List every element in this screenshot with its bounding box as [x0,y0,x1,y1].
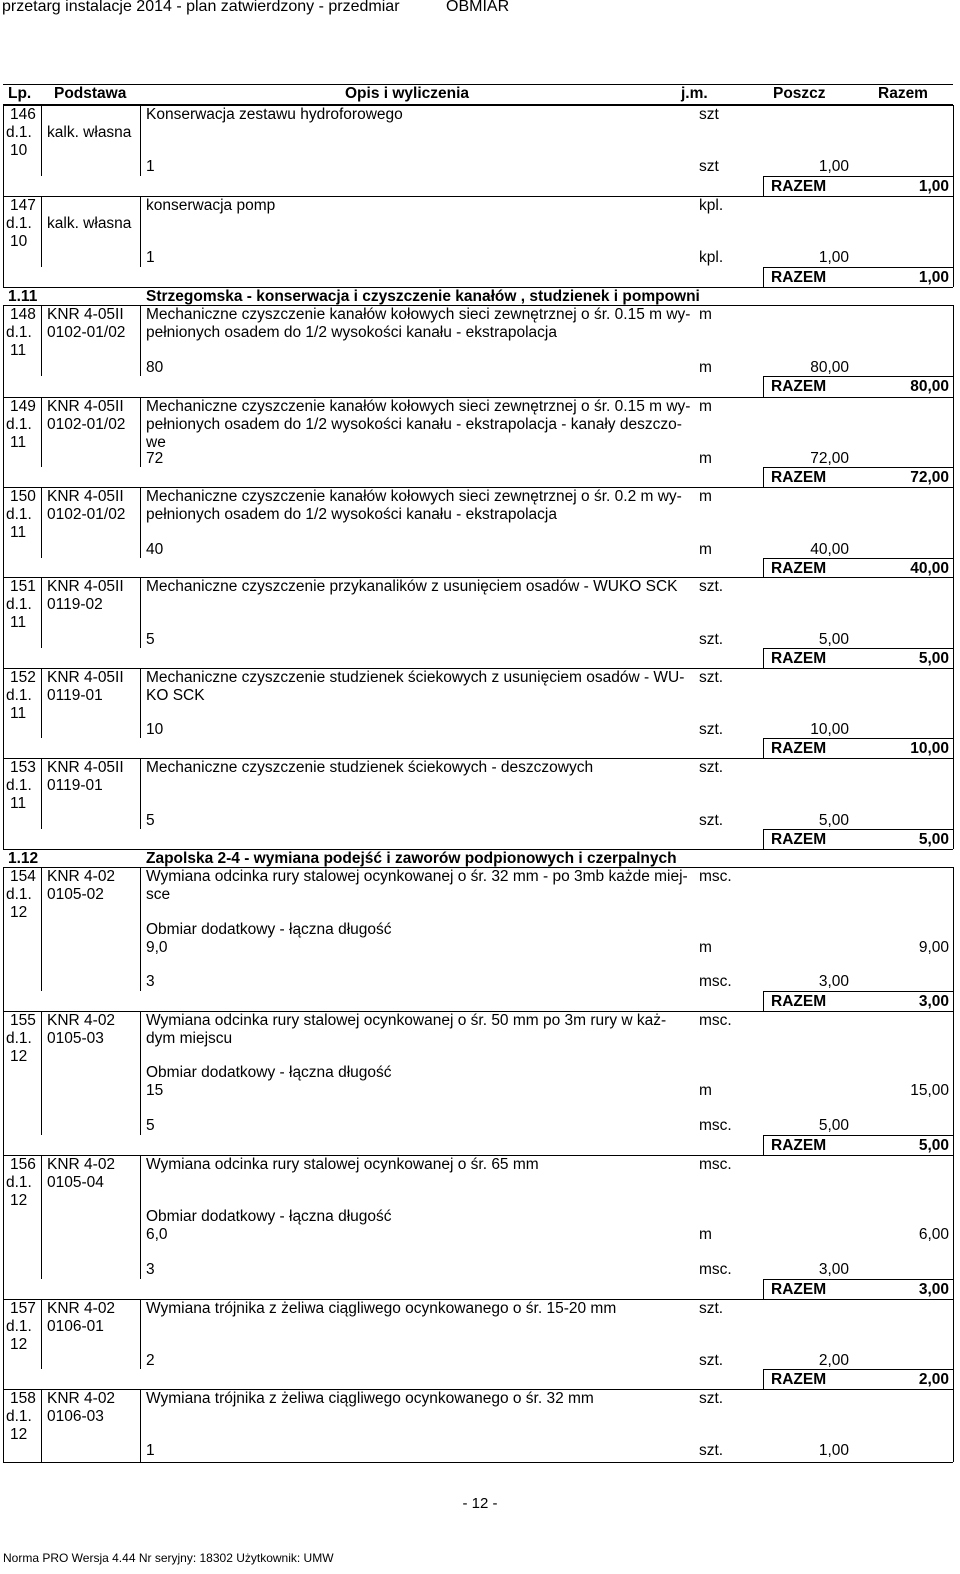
row-lp: 153 [10,759,36,776]
table-column-rule [140,1155,141,1279]
row-poszcz-value: 1,00 [818,158,849,175]
row-lp: 155 [10,1012,36,1029]
row-unit: m [699,398,712,415]
table-column-rule [3,758,4,849]
table-column-rule [3,1389,4,1462]
column-header-razem: Razem [878,85,928,102]
razem-rule [763,1135,953,1136]
razem-rule [763,1279,953,1280]
table-column-rule [953,487,954,577]
razem-rule [763,648,953,649]
row-lp: 156 [10,1156,36,1173]
row-podstawa: 0106-01 [47,1318,104,1335]
row-podstawa: kalk. własna [47,124,132,141]
row-podstawa: KNR 4-02 [47,1390,116,1407]
table-column-rule [140,1299,141,1369]
document-section-label: OBMIAR [446,0,510,15]
razem-value: 5,00 [918,831,949,848]
razem-box-rule [763,467,764,487]
table-column-rule [3,397,4,487]
row-quantity: 5 [146,812,155,829]
row-poszcz-value: 72,00 [810,450,849,467]
row-podstawa: 0102-01/02 [47,324,126,341]
razem-label: RAZEM [771,269,827,286]
row-poszcz-value: 5,00 [818,812,849,829]
table-column-rule [953,105,954,196]
row-lp: 12 [10,1192,28,1209]
row-lp: 12 [10,1336,28,1353]
row-description: pełnionych osadem do 1/2 wysokości kanału - ekstrapolacja [146,506,557,523]
row-description: KO SCK [146,687,205,704]
razem-box-rule [763,558,764,577]
razem-label: RAZEM [771,831,827,848]
row-podstawa: kalk. własna [47,215,132,232]
razem-value: 3,00 [918,993,949,1010]
row-description: Wymiana odcinka rury stalowej ocynkowanej o śr. 32 mm - po 3mb każde miej- [146,868,688,885]
table-column-rule [3,305,4,397]
razem-label: RAZEM [771,469,827,486]
row-quantity-unit: kpl. [699,249,724,266]
row-description: Mechaniczne czyszczenie studzienek ściekowych z usunięciem osadów - WU- [146,669,685,686]
row-podstawa: 0102-01/02 [47,506,126,523]
table-column-rule [41,1155,42,1279]
extra-measure-value: 6,00 [918,1226,949,1243]
row-podstawa: 0102-01/02 [47,416,126,433]
row-quantity: 5 [146,1117,155,1134]
table-column-rule [3,668,4,758]
extra-measure-unit: m [699,1082,712,1099]
razem-box-rule [763,991,764,1011]
razem-label: RAZEM [771,1281,827,1298]
table-column-rule [41,1011,42,1135]
row-lp: 149 [10,398,36,415]
page-number: - 12 - [462,1495,498,1512]
row-lp: d.1. [6,416,32,433]
table-column-rule [953,1155,954,1299]
row-quantity: 10 [146,721,164,738]
table-column-rule [953,196,954,287]
razem-value: 3,00 [918,1281,949,1298]
row-description: Konserwacja zestawu hydroforowego [146,106,403,123]
razem-label: RAZEM [771,650,827,667]
row-lp: 11 [10,434,27,451]
table-column-rule [140,1011,141,1135]
row-unit: kpl. [699,197,724,214]
row-description: Wymiana odcinka rury stalowej ocynkowanej o śr. 50 mm po 3m rury w każ- [146,1012,667,1029]
row-podstawa: 0119-02 [47,596,103,613]
row-quantity-unit: szt. [699,721,724,738]
table-column-rule [3,1011,4,1155]
section-number: 1.11 [8,288,38,305]
row-quantity: 80 [146,359,164,376]
table-column-rule [953,1389,954,1462]
top-header-bar [0,0,960,14]
row-unit: msc. [699,868,732,885]
row-lp: 12 [10,904,28,921]
row-description: we [146,434,166,451]
razem-label: RAZEM [771,178,827,195]
column-header-opis: Opis i wyliczenia [345,85,470,102]
section-title: Strzegomska - konserwacja i czyszczenie kanałów , studzienek i pompowni [146,288,700,305]
row-quantity: 1 [146,249,155,266]
table-column-rule [953,1299,954,1389]
razem-value: 5,00 [918,1137,949,1154]
extra-measure-label: Obmiar dodatkowy - łączna długość [146,1064,392,1081]
table-column-rule [953,668,954,758]
row-description: konserwacja pomp [146,197,276,214]
table-column-rule [953,577,954,668]
row-podstawa: KNR 4-05II [47,306,124,323]
row-description: Wymiana trójnika z żeliwa ciągliwego ocynkowanego o śr. 15-20 mm [146,1300,617,1317]
row-lp: d.1. [6,1030,32,1047]
row-lp: 11 [10,705,27,722]
row-podstawa: KNR 4-02 [47,1300,116,1317]
razem-label: RAZEM [771,378,827,395]
table-column-rule [3,577,4,668]
table-column-rule [953,758,954,849]
razem-value: 1,00 [918,269,949,286]
table-column-rule [41,305,42,376]
row-quantity-unit: szt. [699,631,724,648]
row-unit: szt. [699,1390,724,1407]
table-column-rule [41,487,42,558]
row-lp: d.1. [6,886,32,903]
table-column-rule [3,1155,4,1299]
table-column-rule [41,105,42,176]
razem-box-rule [763,1279,764,1299]
table-column-rule [953,867,954,1011]
row-description: Mechaniczne czyszczenie kanałów kołowych sieci zewnętrznej o śr. 0.15 m wy- [146,398,691,415]
row-unit: szt [699,106,719,123]
row-poszcz-value: 1,00 [818,1442,849,1459]
table-column-rule [140,487,141,558]
row-unit: msc. [699,1156,732,1173]
column-header-lp: Lp. [8,85,32,102]
table-column-rule [3,867,4,1011]
row-podstawa: 0119-01 [47,777,103,794]
table-column-rule [140,196,141,267]
row-unit: m [699,488,712,505]
row-lp: 151 [10,578,36,595]
table-column-rule [41,867,42,991]
row-quantity: 72 [146,450,164,467]
razem-value: 80,00 [910,378,949,395]
row-lp: d.1. [6,1174,32,1191]
razem-rule [763,738,953,739]
row-lp: d.1. [6,324,32,341]
extra-measure-qty: 9,0 [146,939,168,956]
row-poszcz-value: 80,00 [810,359,849,376]
extra-measure-value: 9,00 [918,939,949,956]
row-quantity-unit: msc. [699,1117,732,1134]
row-lp: 11 [10,342,27,359]
row-description: Mechaniczne czyszczenie przykanalików z usunięciem osadów - WUKO SCK [146,578,678,595]
razem-box-rule [763,738,764,758]
table-column-rule [41,1389,42,1462]
column-header-jm: j.m. [681,85,708,102]
table-column-rule [140,758,141,829]
table-column-rule [41,758,42,829]
table-column-rule [3,487,4,577]
column-header-podstawa: Podstawa [54,85,127,102]
row-podstawa: 0105-03 [47,1030,104,1047]
row-description: dym miejscu [146,1030,233,1047]
row-lp: 11 [10,524,27,541]
software-footer: Norma PRO Wersja 4.44 Nr seryjny: 18302 Użytkownik: UMW [3,1551,334,1565]
row-lp: d.1. [6,124,32,141]
table-column-rule [140,577,141,648]
row-quantity: 2 [146,1352,155,1369]
row-quantity: 3 [146,973,155,990]
row-poszcz-value: 10,00 [810,721,849,738]
table-column-rule [953,305,954,397]
table-column-rule [140,867,141,991]
table-column-rule [953,1011,954,1155]
row-podstawa: KNR 4-05II [47,759,124,776]
row-podstawa: KNR 4-05II [47,669,124,686]
table-column-rule [140,105,141,176]
row-podstawa: KNR 4-02 [47,1156,116,1173]
row-poszcz-value: 5,00 [818,1117,849,1134]
razem-label: RAZEM [771,1371,827,1388]
row-quantity-unit: m [699,359,712,376]
row-unit: szt. [699,759,724,776]
row-lp: 12 [10,1426,28,1443]
razem-label: RAZEM [771,740,827,757]
row-quantity: 3 [146,1261,155,1278]
row-podstawa: 0106-03 [47,1408,104,1425]
row-lp: 154 [10,868,36,885]
row-lp: d.1. [6,1318,32,1335]
row-lp: 11 [10,795,27,812]
row-unit: m [699,306,712,323]
row-poszcz-value: 40,00 [810,541,849,558]
row-unit: szt. [699,669,724,686]
razem-rule [763,176,953,177]
razem-rule [763,267,953,268]
razem-value: 5,00 [918,650,949,667]
row-podstawa: 0119-01 [47,687,103,704]
row-quantity-unit: szt. [699,1352,724,1369]
row-quantity-unit: szt [699,158,719,175]
row-poszcz-value: 5,00 [818,631,849,648]
table-column-rule [41,196,42,267]
razem-rule [763,467,953,468]
table-column-rule [41,668,42,738]
row-poszcz-value: 1,00 [818,249,849,266]
table-column-rule [3,196,4,287]
row-quantity-unit: m [699,541,712,558]
row-quantity: 40 [146,541,164,558]
razem-label: RAZEM [771,560,827,577]
section-number: 1.12 [8,850,39,867]
razem-value: 2,00 [918,1371,949,1388]
razem-box-rule [763,1135,764,1155]
row-lp: d.1. [6,215,32,232]
table-column-rule [41,577,42,648]
extra-measure-unit: m [699,1226,712,1243]
row-quantity: 1 [146,158,155,175]
row-lp: 12 [10,1048,28,1065]
razem-box-rule [763,648,764,668]
table-column-rule [41,1299,42,1369]
extra-measure-qty: 6,0 [146,1226,168,1243]
table-bottom-rule [3,1462,953,1463]
extra-measure-qty: 15 [146,1082,164,1099]
row-lp: d.1. [6,1408,32,1425]
row-quantity-unit: m [699,450,712,467]
row-lp: 157 [10,1300,36,1317]
row-quantity-unit: szt. [699,1442,724,1459]
row-description: Mechaniczne czyszczenie kanałów kołowych sieci zewnętrznej o śr. 0.15 m wy- [146,306,691,323]
row-quantity: 5 [146,631,155,648]
row-lp: d.1. [6,596,32,613]
row-quantity-unit: szt. [699,812,724,829]
razem-value: 72,00 [910,469,949,486]
row-description: Mechaniczne czyszczenie studzienek ściekowych - deszczowych [146,759,594,776]
row-lp: 158 [10,1390,36,1407]
razem-box-rule [763,829,764,849]
row-podstawa: KNR 4-05II [47,578,124,595]
row-lp: 10 [10,233,28,250]
row-podstawa: KNR 4-02 [47,1012,116,1029]
table-column-rule [41,397,42,467]
row-lp: d.1. [6,777,32,794]
row-lp: d.1. [6,687,32,704]
row-description: sce [146,886,171,903]
table-column-rule [140,668,141,738]
row-podstawa: 0105-02 [47,886,104,903]
razem-box-rule [763,267,764,287]
document-title: przetarg instalacje 2014 - plan zatwierdzony - przedmiar [2,0,400,15]
razem-rule [763,376,953,377]
row-description: pełnionych osadem do 1/2 wysokości kanału - ekstrapolacja [146,324,557,341]
row-lp: 150 [10,488,36,505]
row-lp: 147 [10,197,36,214]
razem-label: RAZEM [771,993,827,1010]
razem-value: 40,00 [910,560,949,577]
column-header-poszcz: Poszcz [773,85,826,102]
razem-value: 10,00 [910,740,949,757]
razem-value: 1,00 [918,178,949,195]
row-lp: 152 [10,669,36,686]
razem-rule [763,1369,953,1370]
row-lp: d.1. [6,506,32,523]
row-poszcz-value: 2,00 [818,1352,849,1369]
section-title: Zapolska 2-4 - wymiana podejść i zaworów podpionowych i czerpalnych [146,850,677,867]
table-column-rule [140,305,141,376]
row-lp: 10 [10,142,28,159]
row-lp: 11 [10,614,27,631]
extra-measure-label: Obmiar dodatkowy - łączna długość [146,1208,392,1225]
extra-measure-unit: m [699,939,712,956]
table-column-rule [3,105,4,196]
row-podstawa: KNR 4-05II [47,398,124,415]
row-lp: 146 [10,106,36,123]
row-unit: szt. [699,1300,724,1317]
row-podstawa: 0105-04 [47,1174,104,1191]
row-poszcz-value: 3,00 [818,973,849,990]
row-quantity-unit: msc. [699,973,732,990]
razem-rule [763,991,953,992]
row-poszcz-value: 3,00 [818,1261,849,1278]
table-column-rule [3,1299,4,1389]
extra-measure-label: Obmiar dodatkowy - łączna długość [146,921,392,938]
row-unit: szt. [699,578,724,595]
row-podstawa: KNR 4-05II [47,488,124,505]
razem-box-rule [763,1369,764,1389]
row-unit: msc. [699,1012,732,1029]
razem-rule [763,829,953,830]
razem-box-rule [763,376,764,397]
row-description: Mechaniczne czyszczenie kanałów kołowych sieci zewnętrznej o śr. 0.2 m wy- [146,488,682,505]
row-description: pełnionych osadem do 1/2 wysokości kanału - ekstrapolacja - kanały deszczo- [146,416,682,433]
table-column-rule [140,397,141,467]
row-description: Wymiana trójnika z żeliwa ciągliwego ocynkowanego o śr. 32 mm [146,1390,594,1407]
razem-rule [763,558,953,559]
razem-box-rule [763,176,764,196]
razem-label: RAZEM [771,1137,827,1154]
row-description: Wymiana odcinka rury stalowej ocynkowanej o śr. 65 mm [146,1156,539,1173]
row-lp: 148 [10,306,36,323]
table-column-rule [140,1389,141,1462]
extra-measure-value: 15,00 [910,1082,949,1099]
table-column-rule [953,397,954,487]
row-quantity-unit: msc. [699,1261,732,1278]
row-quantity: 1 [146,1442,155,1459]
row-podstawa: KNR 4-02 [47,868,116,885]
